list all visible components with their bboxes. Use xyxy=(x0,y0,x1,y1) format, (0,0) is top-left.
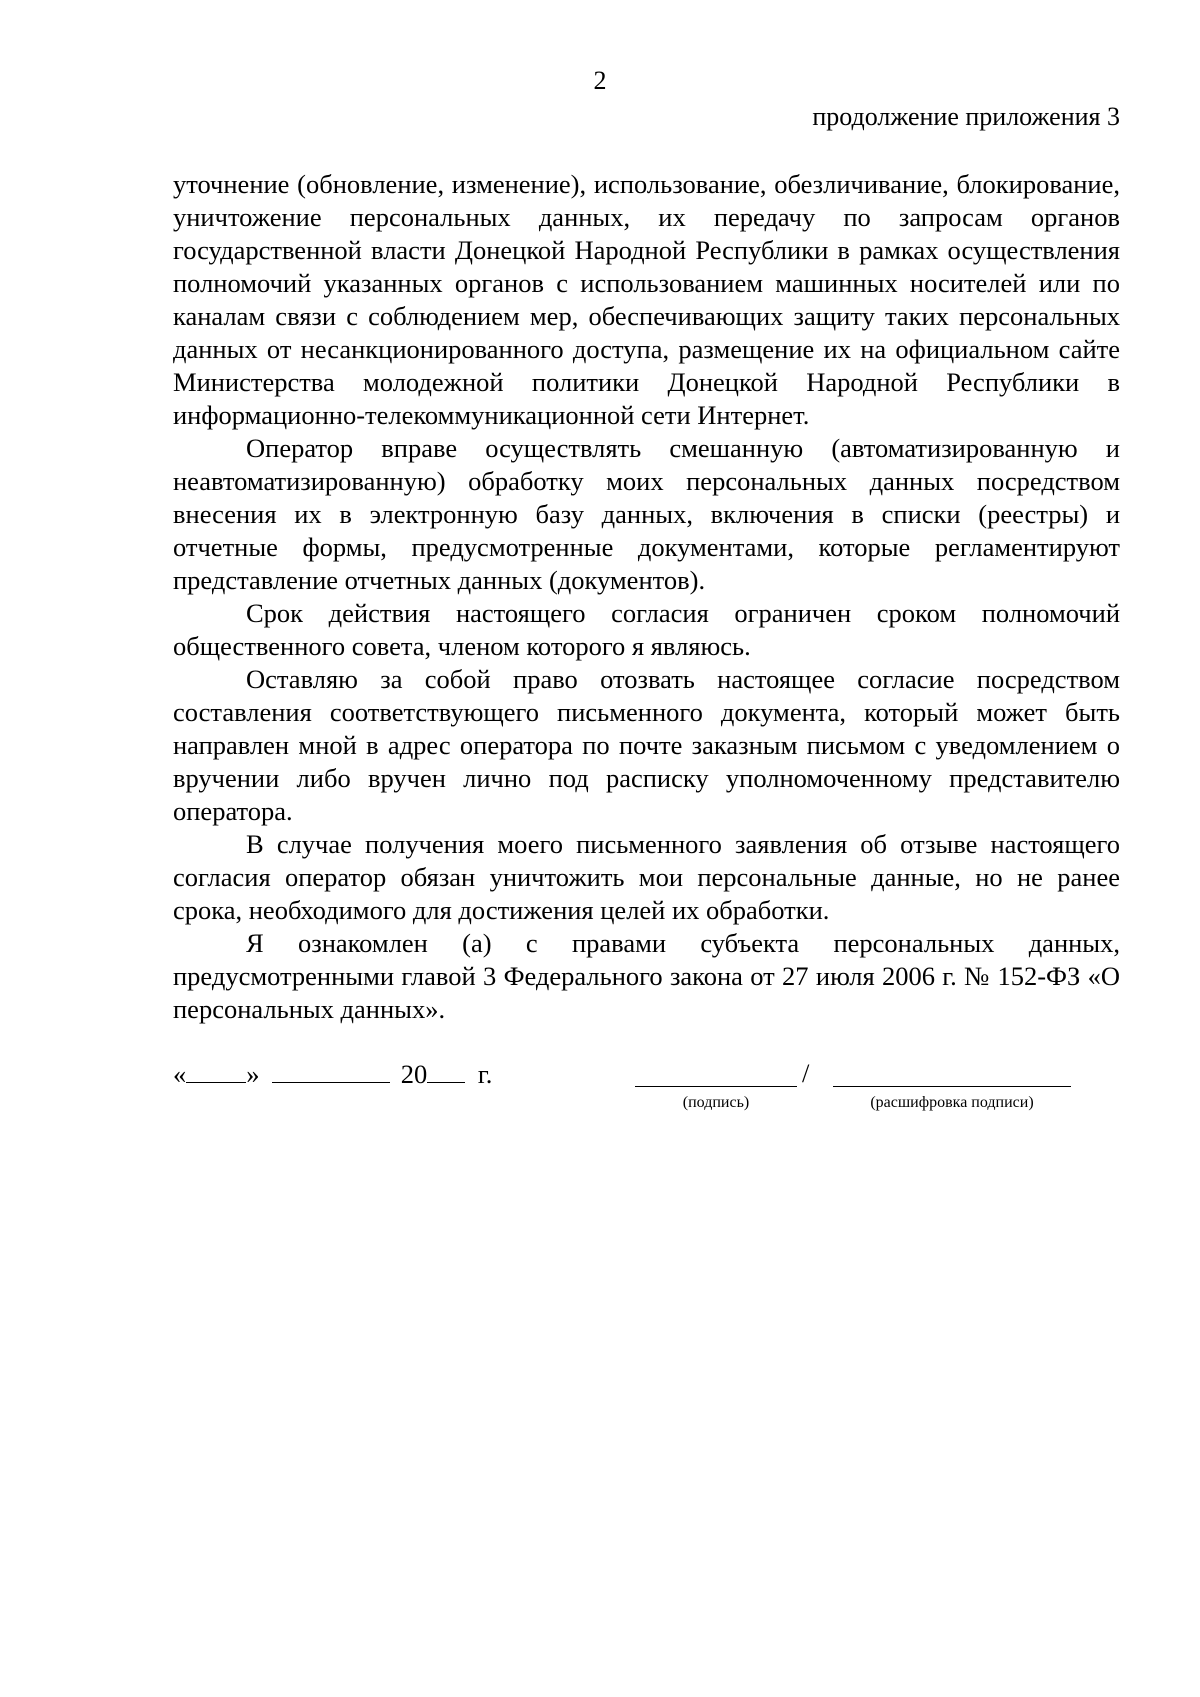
separator-slash: / xyxy=(802,1058,810,1088)
paragraph-processing-methods: Оператор вправе осуществлять смешанную (автоматизированную и неавтоматизированную) обработку моих персональных данных посредством внесения их в электронную базу данных, включения в списки (реестры) и отчетные формы, предусмотренные документами, которые регламентируют представление отчетных данных (документов). xyxy=(173,433,1120,595)
paragraph-rights-acknowledgement: Я ознакомлен (а) с правами субъекта персональных данных, предусмотренными главой 3 Федерального закона от 27 июля 2006 г. № 152-ФЗ «О персональных данных». xyxy=(173,928,1120,1024)
year-prefix: 20 xyxy=(400,1059,428,1089)
signature-decoding-caption: (расшифровка подписи) xyxy=(870,1094,1034,1111)
document-body xyxy=(173,168,1120,1026)
page-number: 2 xyxy=(593,66,607,95)
signature-line[interactable] xyxy=(635,1086,797,1087)
year-suffix: г. xyxy=(477,1059,493,1089)
paragraph-consent-revocation: Оставляю за собой право отозвать настоящее согласие посредством составления соответствующего письменного документа, который может быть направлен мной в адрес оператора по почте заказным письмом с уведомлением о вручении либо вручен лично под расписку уполномоченному представителю оператора. xyxy=(173,664,1120,826)
signature-caption: (подпись) xyxy=(682,1094,750,1111)
month-blank[interactable] xyxy=(272,1058,390,1083)
appendix-continuation-note: продолжение приложения 3 xyxy=(812,102,1120,131)
quote-close: » xyxy=(246,1059,260,1089)
year-blank[interactable] xyxy=(427,1058,465,1083)
quote-open: « xyxy=(173,1059,187,1089)
day-blank[interactable] xyxy=(186,1058,246,1083)
paragraph-data-destruction: В случае получения моего письменного заявления об отзыве настоящего согласия оператор обязан уничтожить мои персональные данные, но не ранее срока, необходимого для достижения целей их обработки. xyxy=(173,829,1120,925)
signature-block xyxy=(173,1058,1120,1118)
paragraph-consent-term: Срок действия настоящего согласия ограничен сроком полномочий общественного совета, членом которого я являюсь. xyxy=(173,598,1120,661)
signature-decoding-line[interactable] xyxy=(833,1086,1071,1087)
date-field xyxy=(173,1058,492,1089)
paragraph-consent-actions: уточнение (обновление, изменение), использование, обезличивание, блокирование, уничтожение персональных данных, их передачу по запросам органов государственной власти Донецкой Народной Республики в рамках осуществления полномочий указанных органов с использованием машинных носителей или по каналам связи с соблюдением мер, обеспечивающих защиту таких персональных данных от несанкционированного доступа, размещение их на официальном сайте Министерства молодежной политики Донецкой Народной Республики в информационно-телекоммуникационной сети Интернет. xyxy=(173,169,1120,430)
